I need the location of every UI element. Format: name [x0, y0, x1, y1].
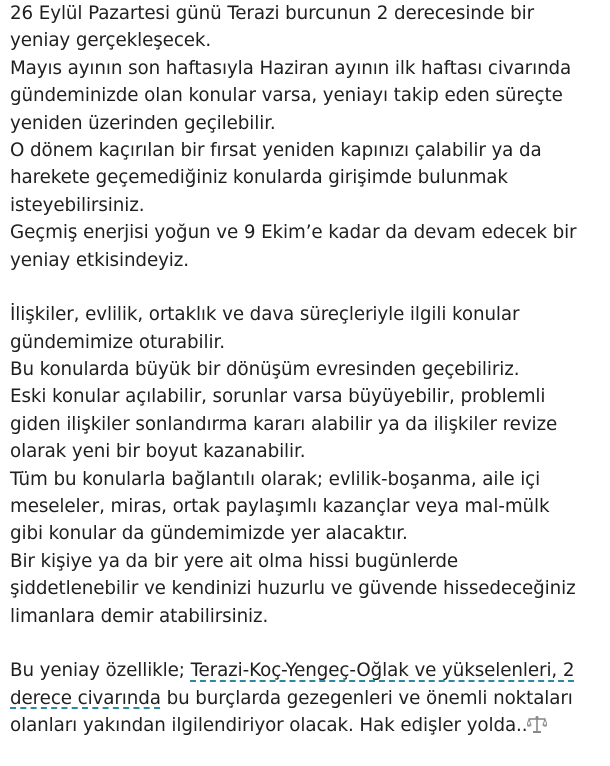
- text-line: Bu konularda büyük bir dönüşüm evresinden geçebiliriz.: [10, 359, 520, 381]
- text-line: Tüm bu konularla bağlantılı olarak; evlilik-boşanma, aile içi: [10, 468, 541, 490]
- highlighted-signs-link[interactable]: Terazi-Koç-Yengeç-Oğlak ve yükselenleri, 2: [190, 660, 575, 682]
- text-line: Eski konular açılabilir, sorunlar varsa büyüyebilir, problemli: [10, 386, 546, 408]
- text-line: giden ilişkiler sonlandırma kararı alabilir ya da ilişkiler revize: [10, 413, 558, 435]
- text-line: gündeminizde olan konular varsa, yeniayı takip eden süreçte: [10, 85, 563, 107]
- paragraph-3: [10, 657, 608, 739]
- text-line: isteyebilirsiniz.: [10, 194, 145, 216]
- text-line: [10, 657, 608, 684]
- text-line: Geçmiş enerjisi yoğun ve 9 Ekim’e kadar da devam edecek bir: [10, 222, 577, 244]
- text-line: [10, 712, 608, 739]
- text-segment: olanları yakından ilgilendiriyor olacak. Hak edişler yolda..: [10, 715, 528, 737]
- paragraph-2: [10, 301, 608, 630]
- paragraph-gap: [10, 630, 608, 657]
- text-line: 26 Eylül Pazartesi günü Terazi burcunun 2 derecesinde bir: [10, 3, 535, 24]
- text-line: yeniay etkisindeyiz.: [10, 249, 189, 271]
- text-line: Bir kişiye ya da bir yere ait olma hissi bugünlerde: [10, 550, 458, 572]
- text-line: harekete geçemediğiniz konularda girişimde bulunmak: [10, 167, 508, 189]
- text-line: olarak yeni bir boyut kazanabilir.: [10, 441, 306, 463]
- text-line: limanlara demir atabilirsiniz.: [10, 605, 269, 627]
- text-line: gibi konular da gündemimizde yer alacaktır.: [10, 523, 408, 545]
- text-line: şiddetlenebilir ve kendinizi huzurlu ve güvende hissedeceğiniz: [10, 578, 576, 600]
- paragraph-1: [10, 0, 608, 274]
- text-segment: Bu yeniay özellikle;: [10, 660, 191, 682]
- document-text: [10, 0, 608, 740]
- text-line: O dönem kaçırılan bir fırsat yeniden kapınızı çalabilir ya da: [10, 139, 542, 161]
- text-line: meseleler, miras, ortak paylaşımlı kazançlar veya mal-mülk: [10, 496, 550, 518]
- balance-scale-icon: [527, 714, 547, 732]
- text-line: yeniay gerçekleşecek.: [10, 30, 212, 52]
- text-line: Mayıs ayının son haftasıyla Haziran ayının ilk haftası civarında: [10, 57, 572, 79]
- text-line: [10, 685, 608, 712]
- highlighted-degree-link[interactable]: derece civarında: [10, 687, 161, 709]
- paragraph-gap: [10, 274, 608, 301]
- text-line: İlişkiler, evlilik, ortaklık ve dava süreçleriyle ilgili konular: [10, 304, 520, 326]
- text-segment: bu burçlarda gezegenleri ve önemli noktaları: [160, 687, 573, 709]
- text-line: gündemimize oturabilir.: [10, 331, 225, 353]
- text-line: yeniden üzerinden geçilebilir.: [10, 112, 276, 134]
